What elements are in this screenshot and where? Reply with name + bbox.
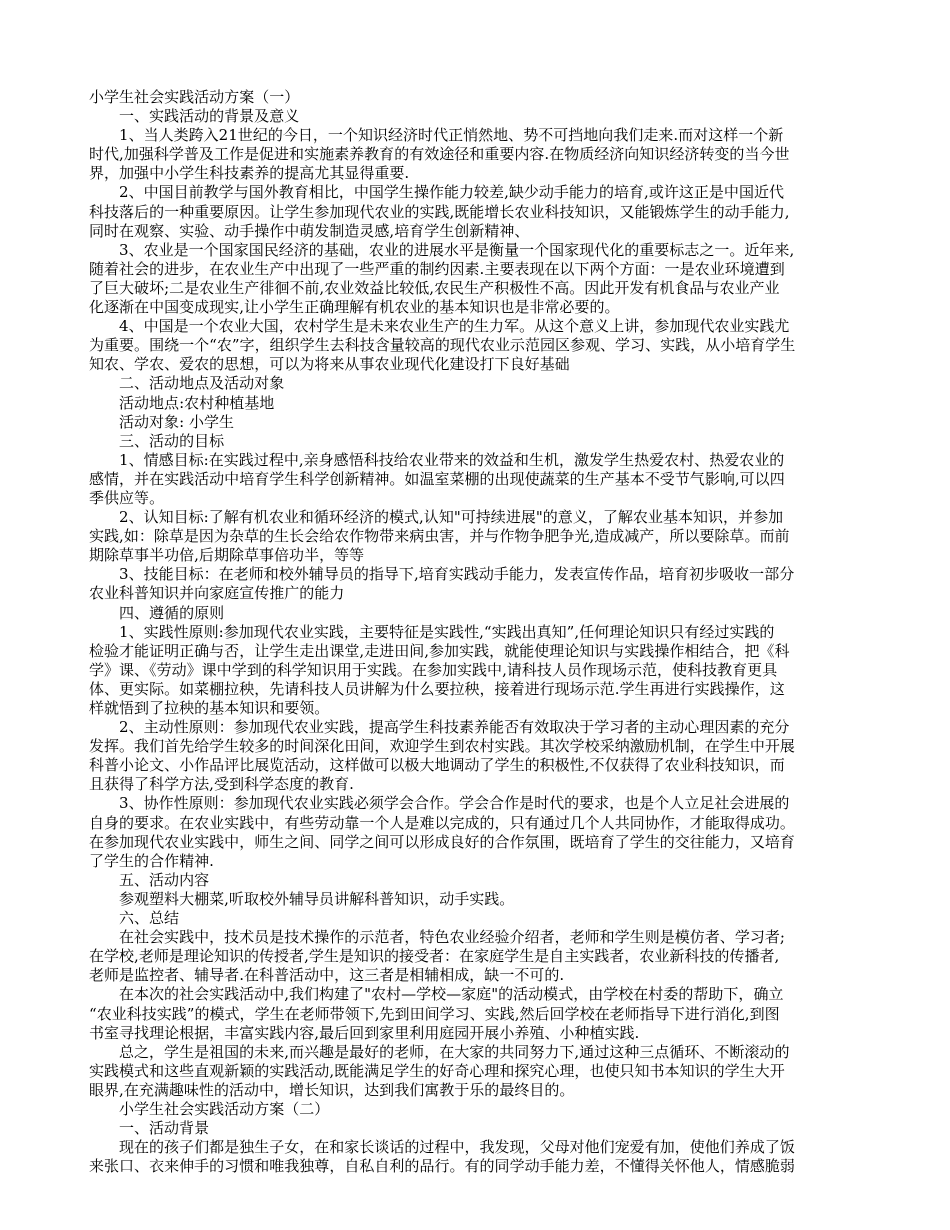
text-line: 活动地点:农村种植基地 — [119, 393, 275, 412]
text-line: 3、协作性原则：参加现代农业实践必须学会合作。学会合作是时代的要求，也是个人立足社会进展的 — [119, 794, 790, 813]
text-line: 样就悟到了拉秧的基本知识和要领。 — [89, 699, 330, 717]
text-line: 五、活动内容 — [119, 870, 210, 889]
text-line: 科普小论文、小作品评比展览活动，这样做可以极大地调动了学生的积极性,不仅获得了农业科技知识，而 — [89, 756, 785, 775]
text-line: 感情，并在实践活动中培育学生科学创新精神。如温室菜棚的出现使蔬菜的生产基本不受节气影响,可以四 — [89, 469, 785, 488]
text-line: 四、遵循的原则 — [119, 603, 225, 622]
text-line: 书室寻找理论根据，丰富实践内容,最后回到家里利用庭园开展小养殖、小种植实践. — [89, 1023, 640, 1042]
text-line: 六、总结 — [119, 909, 180, 928]
text-line: 学》课、《劳动》课中学到的科学知识用于实践。在参加实践中,请科技人员作现场示范，使科技教育更具 — [89, 660, 778, 679]
text-line: 2、中国目前教学与国外教育相比，中国学生操作能力较差,缺少动手能力的培育,或许这正是中国近代 — [119, 183, 785, 202]
text-line: 现在的孩子们都是独生子女，在和家长谈话的过程中，我发现，父母对他们宠爱有加，使他们养成了饭 — [119, 1138, 795, 1157]
text-line: 3、技能目标：在老师和校外辅导员的指导下,培育实践动手能力，发表宣传作品，培育初步吸收一部分 — [119, 565, 795, 584]
text-line: 三、活动的目标 — [119, 431, 225, 450]
text-line: 二、活动地点及活动对象 — [119, 374, 285, 393]
text-line: 在参加现代农业实践中，师生之间、同学之间可以形成良好的合作氛围，既培育了学生的交往能力，又培育 — [89, 832, 795, 851]
text-line: 一、实践活动的背景及意义 — [119, 107, 300, 126]
text-line: 科技落后的一种重要原因。让学生参加现代农业的实践,既能增长农业科技知识，又能锻炼学生的动手能力, — [89, 202, 790, 221]
text-line: 总之，学生是祖国的未来,而兴趣是最好的老师，在大家的共同努力下,通过这种三点循环、不断滚动的 — [119, 1042, 790, 1061]
text-line: 随着社会的进步，在农业生产中出现了一些严重的制约因素.主要表现在以下两个方面：一是农业环境遭到 — [89, 259, 785, 278]
text-line: 了学生的合作精神. — [89, 851, 214, 870]
text-line: 自身的要求。在农业实践中，有些劳动靠一个人是难以完成的，只有通过几个人共同协作，才能取得成功。 — [89, 813, 795, 832]
text-line: 检验才能证明正确与否，让学生走出课堂,走进田间,参加实践，就能使理论知识与实践操作相结合，把《科 — [89, 641, 790, 660]
text-line: 实践模式和这些直观新颖的实践活动,既能满足学生的好奇心理和探究心理，也使只知书本知识的学生大开 — [89, 1061, 785, 1080]
text-line: 同时在观察、实验、动手操作中萌发制造灵感,培育学生创新精神、 — [89, 221, 530, 240]
text-line: 小学生社会实践活动方案（二） — [119, 1099, 330, 1118]
text-line: 2、主动性原则：参加现代农业实践，提高学生科技素养能否有效取决于学习者的主动心理因素的充分 — [119, 718, 790, 737]
text-line: 季供应等。 — [89, 488, 165, 507]
text-line: 知农、学农、爱农的思想，可以为将来从事农业现代化建设打下良好基础 — [89, 355, 570, 374]
text-line: 1、当人类跨入21世纪的今日，一个知识经济时代正悄然地、势不可挡地向我们走来.而对这样一个新 — [119, 126, 784, 145]
text-line: 农业科普知识并向家庭宣传推广的能力 — [89, 584, 345, 603]
text-line: 小学生社会实践活动方案（一） — [89, 88, 300, 106]
text-line: “农业科技实践”的模式，学生在老师带领下,先到田间学习、实践,然后回学校在老师指导下进行消化,到图 — [89, 1004, 780, 1023]
text-line: 来张口、衣来伸手的习惯和唯我独尊，自私自利的品行。有的同学动手能力差，不懂得关怀他人，情感脆弱 — [89, 1157, 795, 1176]
text-line: 2、认知目标:了解有机农业和循环经济的模式,认知"可持续进展"的意义，了解农业基本知识，并参加 — [119, 508, 784, 527]
text-line: 在社会实践中，技术员是技术操作的示范者，特色农业经验介绍者，老师和学生则是模仿者、学习者; — [119, 928, 785, 947]
text-line: 为重要。围绕一个“农”字，组织学生去科技含量较高的现代农业示范园区参观、学习、实践，从小培育学生 — [89, 336, 796, 355]
text-line: 发挥。我们首先给学生较多的时间深化田间，欢迎学生到农村实践。其次学校采纳激励机制，在学生中开展 — [89, 737, 795, 756]
text-line: 化逐渐在中国变成现实,让小学生正确理解有机农业的基本知识也是非常必要的。 — [89, 298, 620, 317]
text-line: 体、更实际。如菜棚拉秧，先请科技人员讲解为什么要拉秧，接着进行现场示范.学生再进行实践操作，这 — [89, 679, 785, 698]
text-line: 眼界,在充满趣味性的活动中，增长知识，达到我们寓教于乐的最终目的。 — [89, 1080, 575, 1099]
text-line: 时代,加强科学普及工作是促进和实施素养教育的有效途径和重要内容.在物质经济向知识经济转变的当今世 — [89, 145, 790, 164]
text-line: 在本次的社会实践活动中,我们构建了"农村—学校—家庭"的活动模式，由学校在村委的帮助下，确立 — [119, 985, 784, 1004]
text-line: 且获得了科学方法,受到科学态度的教育. — [89, 775, 354, 794]
text-line: 活动对象: 小学生 — [119, 412, 235, 431]
text-line: 1、实践性原则:参加现代农业实践，主要特征是实践性,“实践出真知”,任何理论知识只有经过实践的 — [119, 622, 775, 641]
text-line: 参观塑料大棚菜,听取校外辅导员讲解科普知识，动手实践。 — [119, 889, 515, 908]
text-line: 老师是监控者、辅导者.在科普活动中，这三者是相辅相成，缺一不可的. — [89, 966, 565, 985]
text-line: 1、情感目标:在实践过程中,亲身感悟科技给农业带来的效益和生机，激发学生热爱农村、热爱农业的 — [119, 450, 785, 469]
text-line: 期除草事半功倍,后期除草事倍功半，等等 — [89, 546, 365, 565]
text-line: 实践,如：除草是因为杂草的生长会给农作物带来病虫害，并与作物争肥争光,造成减产，所以要除草。而前 — [89, 527, 790, 546]
text-line: 界，加强中小学生科技素养的提高尤其显得重要. — [89, 164, 410, 183]
text-line: 4、中国是一个农业大国，农村学生是未来农业生产的生力军。从这个意义上讲，参加现代农业实践尤 — [119, 317, 790, 336]
text-line: 一、活动背景 — [119, 1119, 210, 1138]
text-line: 了巨大破坏;二是农业生产徘徊不前,农业效益比较低,农民生产积极性不高。因此开发有机食品与农业产业 — [89, 278, 780, 297]
text-line: 3、农业是一个国家国民经济的基础，农业的进展水平是衡量一个国家现代化的重要标志之一。近年来, — [119, 240, 795, 259]
text-line: 在学校,老师是理论知识的传授者,学生是知识的接受者：在家庭学生是自主实践者，农业新科技的传播者, — [89, 947, 780, 966]
